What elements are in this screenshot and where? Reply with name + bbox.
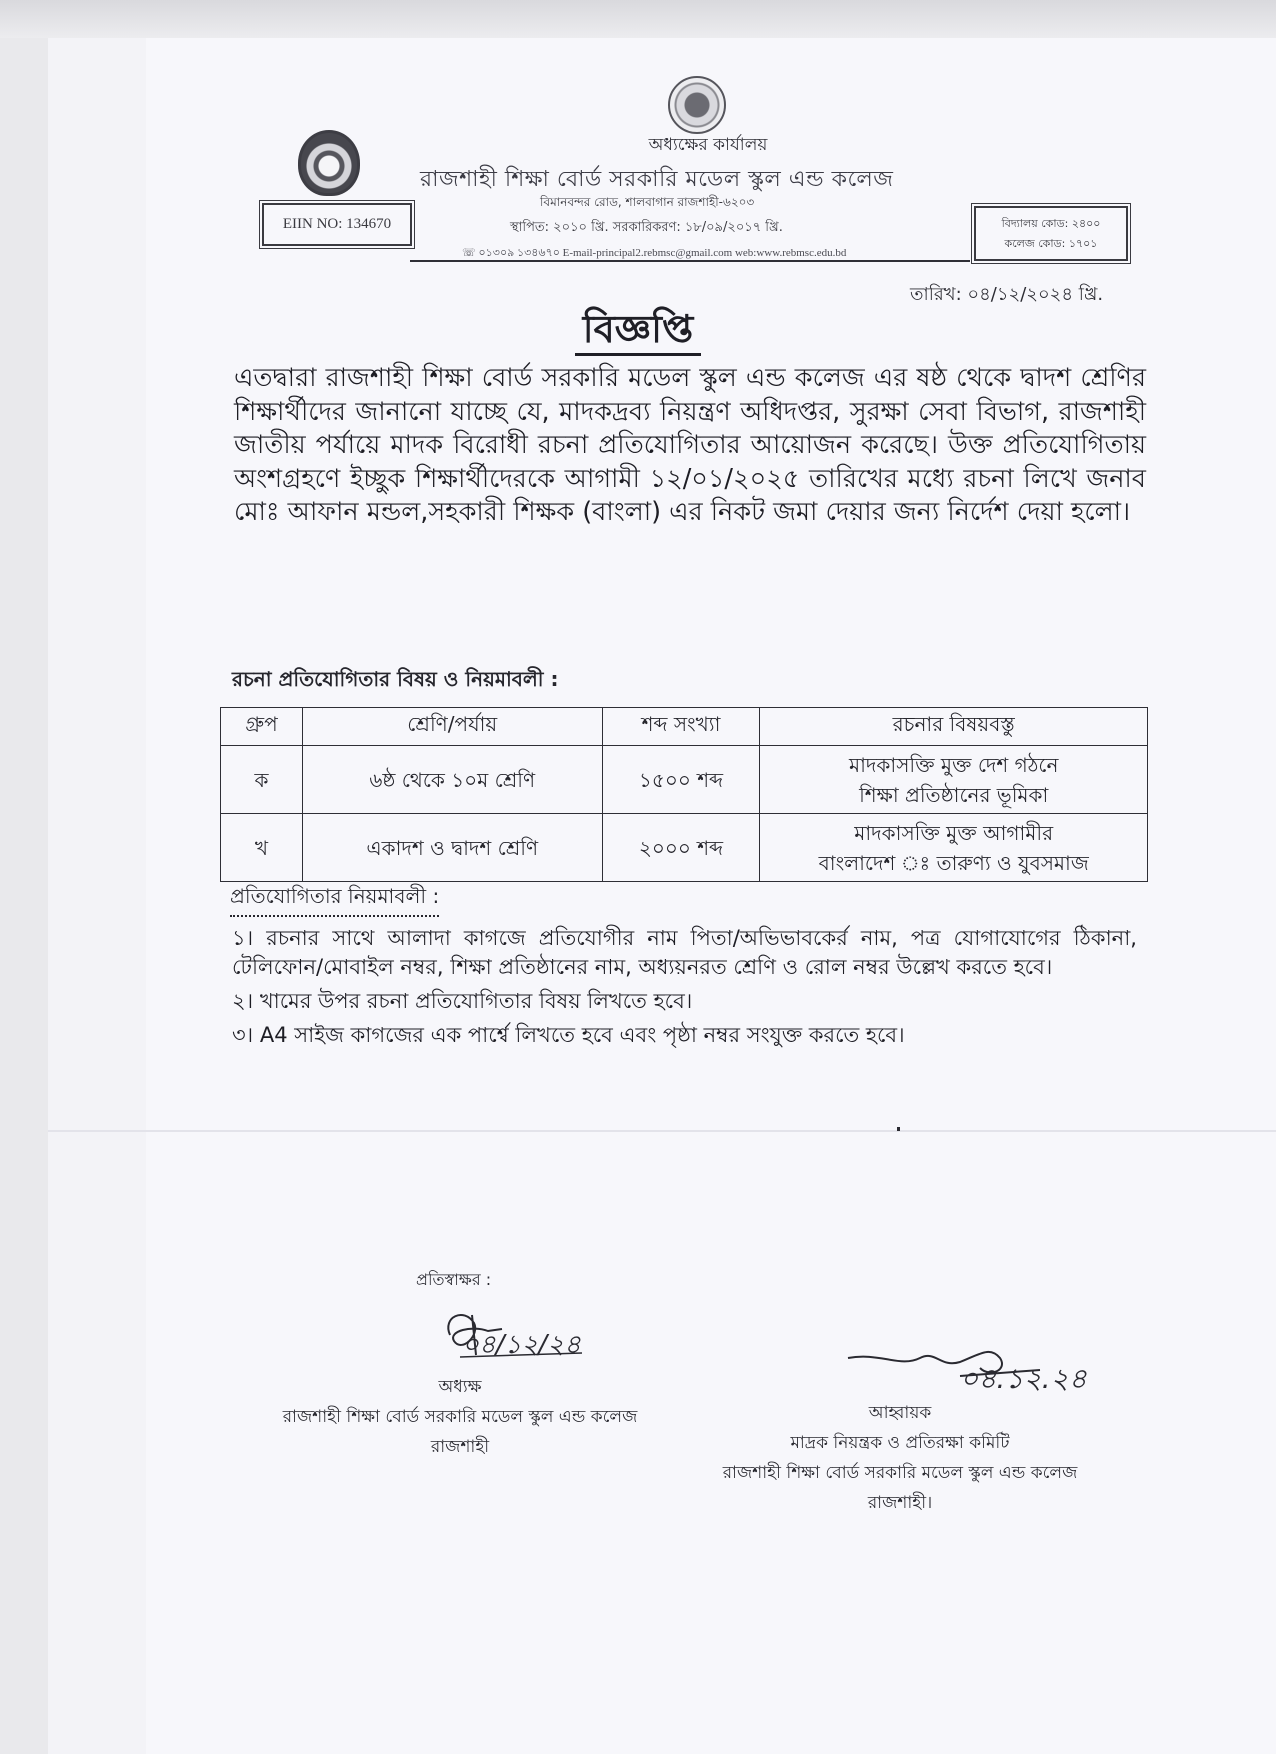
competition-table [220,707,1148,882]
school-name: রাজশাহী শিক্ষা বোর্ড সরকারি মডেল স্কুল এন্ড কলেজ [420,167,894,192]
principal-city: রাজশাহী [430,1437,490,1457]
contact-info: ☏ ০১৩০৯ ১৩৪৬৭০ E-mail-principal2.rebmsc@gmail.com web:www.rebmsc.edu.bd [462,247,847,259]
rules-heading: রচনা প্রতিযোগিতার বিষয় ও নিয়মাবলী : [232,667,559,691]
ink-speck [897,1127,900,1131]
paper-fold [48,1130,1276,1132]
notice-body: এতদ্বারা রাজশাহী শিক্ষা বোর্ড সরকারি মডেল স্কুল এন্ড কলেজ এর ষষ্ঠ থেকে দ্বাদশ শ্রেণির শিক্ষার্থীদের জানানো যাচ্ছে যে, মাদকদ্রব্য নিয়ন্ত্রণ অধিদপ্তর, সুরক্ষা সেবা বিভাগ, রাজশাহী জাতীয় পর্যায়ে মাদক বিরোধী রচনা প্রতিযোগিতার আয়োজন করেছে। উক্ত প্রতিযোগিতায় অংশগ্রহণে ইচ্ছুক শিক্ষার্থীদেরকে আগামী ১২/০১/২০২৫ তারিখের মধ্যে রচনা লিখে জনাব মোঃ আফান মন্ডল,সহকারী শিক্ষক (বাংলা) এর নিকট জমা দেয়ার জন্য নির্দেশ দেয়া হলো। [234,363,1146,528]
countersign-label: প্রতিস্বাক্ষর : [416,1270,492,1289]
topic-line: মাদকাসক্তি মুক্ত দেশ গঠনে [849,752,1059,777]
principal-signature-date: ০৪/১২/২৪ [462,1330,581,1360]
class-cell: একাদশ ও দ্বাদশ শ্রেণি [302,814,602,882]
college-code: কলেজ কোড: ১৭০১ [1004,236,1098,250]
words-cell: ১৫০০ শব্দ [602,746,760,814]
topic-cell [760,746,1148,814]
established-info: স্থাপিত: ২০১০ খ্রি. সরকারিকরণ: ১৮/০৯/২০১৭ খ্রি. [510,220,783,235]
convener-signature-date: ০৪.১২.২৪ [960,1362,1087,1395]
school-code: বিদ্যালয় কোড: ২৪০০ [1001,216,1101,230]
scan-top-margin [0,0,1276,38]
topic-line: শিক্ষা প্রতিষ্ঠানের ভূমিকা [859,782,1049,807]
table-header: গ্রুপ [221,708,303,746]
class-cell: ৬ষ্ঠ থেকে ১০ম শ্রেণি [302,746,602,814]
header-divider [410,260,970,262]
office-title: অধ্যক্ষের কার্যালয় [648,135,768,155]
words-cell: ২০০০ শব্দ [602,814,760,882]
code-box [974,206,1128,261]
notice-title [0,300,1276,364]
table-row [221,814,1148,882]
conditions-heading: প্রতিযোগিতার নিয়মাবলী : [230,882,439,917]
notice-title-text: বিজ্ঞপ্তি [575,307,702,356]
topic-line: বাংলাদেশ ঃ তারুণ্য ও যুবসমাজ [818,850,1089,875]
table-header: শব্দ সংখ্যা [602,708,760,746]
conditions-list [232,924,1137,1055]
table-header: রচনার বিষয়বস্তু [760,708,1148,746]
condition-item: ১। রচনার সাথে আলাদা কাগজে প্রতিযোগীর নাম পিতা/অভিভাবকের্র নাম, পত্র যোগাযোগের ঠিকানা, টেলিফোন/মোবাইল নম্বর, শিক্ষা প্রতিষ্ঠানের নাম, অধ্যয়নরত শ্রেণি ও রোল নম্বর উল্লেখ করতে হবে। [232,926,1137,979]
condition-item: ২। খামের উপর রচনা প্রতিযোগিতার বিষয় লিখতে হবে। [232,989,693,1013]
convener-title: আহ্বায়ক [868,1403,932,1423]
topic-line: মাদকাসক্তি মুক্ত আগামীর [854,820,1054,845]
topic-cell [760,814,1148,882]
group-cell: ক [221,746,303,814]
school-address: বিমানবন্দর রোড, শালবাগান রাজশাহী-৬২০৩ [540,195,755,209]
principal-signature [432,1295,602,1375]
convener-sign-block [680,1398,1120,1518]
government-emblem-icon [668,76,726,134]
convener-signature [840,1328,1110,1408]
convener-committee: মাদ্রক নিয়ন্ত্রক ও প্রতিরক্ষা কমিটি [790,1433,1010,1453]
group-cell: খ [221,814,303,882]
condition-item: ৩। A4 সাইজ কাগজের এক পার্শ্বে লিখতে হবে এবং পৃষ্ঠা নম্বর সংযুক্ত করতে হবে। [232,1023,905,1047]
principal-institution: রাজশাহী শিক্ষা বোর্ড সরকারি মডেল স্কুল এন্ড কলেজ [282,1407,638,1427]
table-row [221,746,1148,814]
paper-shade [48,38,146,1754]
principal-sign-block [230,1372,690,1462]
eiin-box: EIIN NO: 134670 [262,203,412,246]
table-header: শ্রেণি/পর্যায় [302,708,602,746]
convener-institution: রাজশাহী শিক্ষা বোর্ড সরকারি মডেল স্কুল এন্ড কলেজ [722,1463,1078,1483]
principal-title: অধ্যক্ষ [438,1377,482,1397]
convener-city: রাজশাহী। [867,1493,933,1513]
notice-date: তারিখ: ০৪/১২/২০২৪ খ্রি. [910,284,1104,305]
table-header-row [221,708,1148,746]
